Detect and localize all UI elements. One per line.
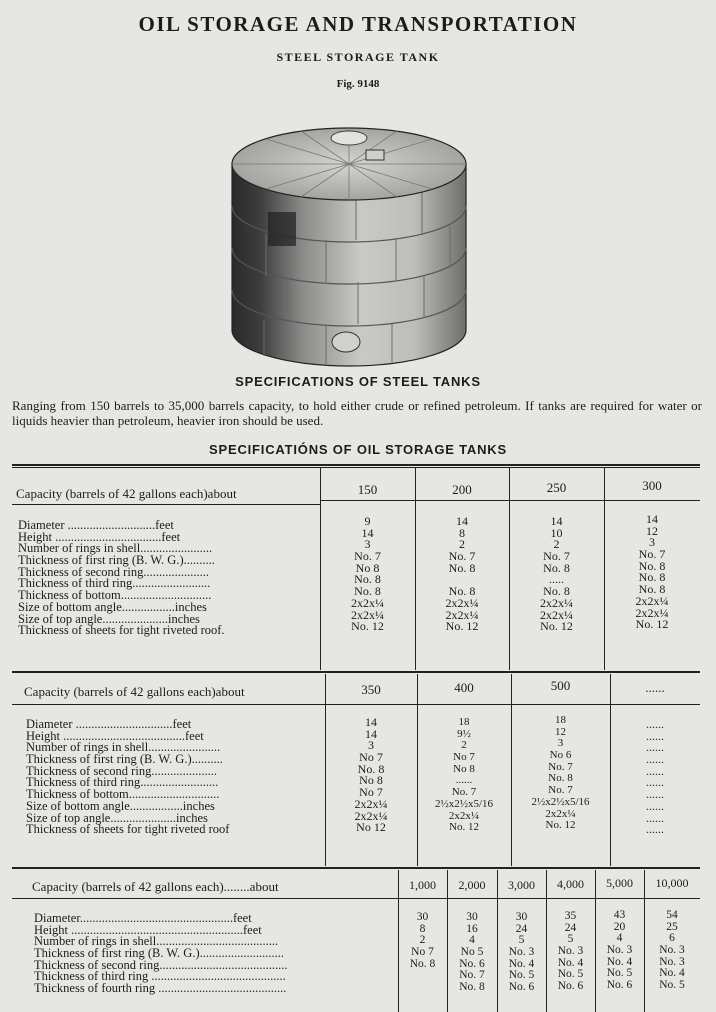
capacity-header: 2,000 <box>458 878 486 892</box>
table-cell: 3 <box>368 738 374 753</box>
table-cell: 9 <box>364 514 371 528</box>
capacity-header: 4,000 <box>557 877 584 891</box>
row-label: Height .......................................feet <box>26 728 204 743</box>
value-column <box>595 910 644 992</box>
value-column <box>417 717 511 834</box>
table-cell: No. 12 <box>449 821 479 834</box>
table-cell: No. 6 <box>459 957 485 970</box>
table-rule <box>12 898 700 899</box>
table-cell: 2x2x¼ <box>540 595 573 610</box>
row-label: Size of bottom angle.................inches <box>26 798 215 813</box>
specifications-heading: SPECIFICATIONS OF STEEL TANKS <box>235 374 481 389</box>
table-cell: 2x2x¼ <box>445 595 479 610</box>
row-label: Thickness of sheets for tight riveted roof. <box>18 623 225 637</box>
table-cell: No. 8 <box>409 957 436 970</box>
table-cell: No. 3 <box>508 946 535 959</box>
table-cell: 2½x2½x5/16 <box>434 797 494 810</box>
row-label: Thickness of bottom............................. <box>18 588 212 603</box>
table-cell: No. 4 <box>606 955 633 968</box>
table-cell: No. 8 <box>543 584 570 599</box>
table-cell: 2 <box>459 537 465 552</box>
capacity-header: 200 <box>452 482 472 497</box>
row-label: Diameter ............................feet <box>18 520 174 532</box>
table-cell: 2x2x¼ <box>448 809 480 822</box>
table-cell: No. 5 <box>659 979 685 992</box>
row-label: Height ..................................feet <box>18 529 181 544</box>
table-cell: ...... <box>646 787 664 802</box>
table-cell: 14 <box>646 512 658 526</box>
table-cell: No. 3 <box>606 944 633 957</box>
table-cell: 20 <box>613 920 626 933</box>
value-column <box>604 514 700 631</box>
table-cell: 5 <box>518 934 525 947</box>
table-cell: No. 4 <box>557 956 584 969</box>
table-cell: ...... <box>455 774 473 787</box>
table-cell: 30 <box>466 911 478 923</box>
table-cell: 2 <box>553 537 560 552</box>
table-cell: 5 <box>567 933 574 946</box>
table-cell: No. 7 <box>548 760 573 773</box>
table-cell: 4 <box>616 932 623 945</box>
table-cell: 24 <box>515 922 528 935</box>
table-cell: 9½ <box>457 727 471 740</box>
table-cell: 43 <box>613 909 626 921</box>
figure-caption: Fig. 9148 <box>336 78 380 90</box>
value-column <box>497 912 546 994</box>
table-cell <box>398 982 447 994</box>
intro-paragraph: Ranging from 150 barrels to 35,000 barrels capacity, to hold either crude or refined petroleum. If tanks are required for water or liquids heavier than petroleum, heavier iron should be used. <box>12 398 702 428</box>
table-cell: 12 <box>646 523 658 538</box>
table-cell <box>398 970 447 982</box>
table-cell: No. 8 <box>459 981 485 994</box>
row-label: Size of bottom angle.................inches <box>18 599 207 614</box>
row-label: Thickness of second ring......................................... <box>34 957 288 972</box>
capacity-header: 10,000 <box>655 876 689 890</box>
table-cell: 3 <box>557 737 564 750</box>
table-cell: 2x2x¼ <box>354 796 388 811</box>
table-cell: No. 4 <box>508 957 535 970</box>
table-cell: No 7 <box>359 785 383 800</box>
table-cell: ...... <box>646 810 664 825</box>
table-cell: No. 12 <box>351 619 384 634</box>
table-cell: 2x2x¼ <box>545 807 576 820</box>
table-cell: No. 4 <box>659 967 685 980</box>
capacity-header: 5,000 <box>606 876 633 890</box>
table-cell: ...... <box>646 763 664 778</box>
table-cell: No. 6 <box>606 979 633 992</box>
table-cell: 25 <box>666 920 678 933</box>
capacity-header: 1,000 <box>409 878 436 892</box>
table-cell: 2x2x¼ <box>351 607 384 622</box>
row-label: Thickness of fourth ring ......................................... <box>34 981 287 995</box>
table-cell: 10 <box>550 525 563 540</box>
table-cell: ...... <box>646 752 664 767</box>
table-cell: No 7 <box>359 750 383 765</box>
row-label: Number of rings in shell....................................... <box>34 934 279 949</box>
row-label: Height .......................................................feet <box>34 922 262 937</box>
table-cell: No. 8 <box>638 558 666 573</box>
table-cell: No. 7 <box>448 549 476 564</box>
table-cell: No. 8 <box>448 584 476 599</box>
table-cell: ...... <box>646 822 664 837</box>
table-cell: No. 7 <box>451 786 477 799</box>
table-cell: No. 6 <box>557 980 584 993</box>
row-label: Thickness of sheets for tight riveted roof <box>26 822 230 836</box>
table-cell: 16 <box>466 922 478 935</box>
table-cell: 2½x2½x5/16 <box>531 795 590 808</box>
value-column <box>415 516 509 633</box>
row-label: Thickness of first ring (B. W. G.).......... <box>18 553 215 568</box>
row-label: Thickness of third ring ........................................... <box>34 969 286 984</box>
table-cell: 54 <box>666 909 678 921</box>
table-cell: No 8 <box>453 762 475 775</box>
table-rule <box>12 671 700 673</box>
table-rule <box>12 704 700 705</box>
capacity-header: 3,000 <box>508 878 535 892</box>
table-cell: No. 12 <box>635 617 669 632</box>
table-cell: No 5 <box>460 946 484 959</box>
steel-tank-illustration <box>226 98 472 368</box>
table-cell: 18 <box>555 714 566 726</box>
table-cell: 30 <box>515 911 528 923</box>
table-cell: 2x2x¼ <box>635 593 669 608</box>
capacity-header: 500 <box>550 678 571 693</box>
table-cell: No. 7 <box>354 549 381 564</box>
table-cell: No. 8 <box>543 560 570 575</box>
row-label: Thickness of first ring (B. W. G.)........................... <box>34 946 284 961</box>
table-cell: No 8 <box>355 560 380 575</box>
row-labels <box>26 719 324 836</box>
value-column <box>644 910 700 992</box>
table-cell: 2x2x¼ <box>635 605 669 620</box>
row-label: Thickness of third ring......................... <box>18 576 211 591</box>
table-cell: 2x2x¼ <box>351 595 384 610</box>
table-rule <box>12 467 700 468</box>
table-cell: No. 7 <box>548 784 573 797</box>
table-cell: No 6 <box>549 749 572 762</box>
table-cell: 2x2x¼ <box>445 607 479 622</box>
row-label: Thickness of third ring......................... <box>26 775 219 790</box>
table-cell: 2x2x¼ <box>540 607 573 622</box>
table-rule <box>12 464 700 466</box>
row-label: Diameter ...............................feet <box>26 719 192 731</box>
table-cell: ...... <box>646 798 664 813</box>
table-cell: No. 8 <box>638 582 666 597</box>
row-label: Thickness of second ring..................... <box>26 763 217 778</box>
table-cell: 24 <box>564 921 577 934</box>
capacity-header: 350 <box>361 682 381 697</box>
table-cell: 4 <box>469 934 475 947</box>
capacity-header: 150 <box>357 482 378 497</box>
table-cell: No. 8 <box>448 560 476 575</box>
table-heading: SPECIFICATIÓNS OF OIL STORAGE TANKS <box>209 442 507 457</box>
table-cell: No. 3 <box>557 945 584 958</box>
table-cell: ...... <box>646 740 664 755</box>
table-cell: No. 6 <box>508 981 535 994</box>
table-cell: ...... <box>646 717 664 731</box>
value-column <box>511 715 610 832</box>
row-label: Thickness of first ring (B. W. G.).......... <box>26 752 223 767</box>
table-cell: No. 8 <box>548 772 573 785</box>
table-cell: No. 12 <box>540 619 573 634</box>
table-cell: 18 <box>458 716 470 728</box>
value-column <box>447 912 497 994</box>
page-title: OIL STORAGE AND TRANSPORTATION <box>138 12 578 36</box>
table-cell: 2 <box>419 934 426 947</box>
table-cell: No. 7 <box>638 547 666 562</box>
value-column <box>610 719 700 836</box>
row-label: Size of top angle.....................inches <box>18 611 200 626</box>
table-cell: No. 7 <box>543 549 570 564</box>
table-cell: 14 <box>361 525 374 540</box>
page-subtitle: STEEL STORAGE TANK <box>276 50 440 64</box>
capacity-header: 400 <box>454 680 474 695</box>
table-cell: 8 <box>419 922 426 935</box>
capacity-label: Capacity (barrels of 42 gallons each)about <box>24 684 245 699</box>
row-label: Size of top angle.....................inches <box>26 810 208 825</box>
table-cell: No. 3 <box>659 944 685 957</box>
table-cell: No 12 <box>356 820 386 835</box>
table-cell: 14 <box>550 514 563 528</box>
capacity-header: 250 <box>546 480 567 495</box>
table-rule <box>12 504 320 505</box>
table-cell: No. 3 <box>659 955 685 968</box>
table-cell: ...... <box>646 775 664 790</box>
table-cell: 14 <box>365 726 377 741</box>
table-cell: ..... <box>549 572 564 587</box>
value-column <box>320 516 415 633</box>
value-column <box>398 912 447 994</box>
row-label: Thickness of bottom............................. <box>26 787 220 802</box>
row-label: Thickness of second ring..................... <box>18 564 209 579</box>
table-cell: No 7 <box>453 751 475 764</box>
table-cell: 3 <box>364 537 371 552</box>
table-cell: No. 8 <box>357 761 385 776</box>
table-cell: ...... <box>646 728 664 743</box>
row-labels <box>34 913 396 995</box>
table-cell: No. 8 <box>354 584 381 599</box>
table-cell: No 7 <box>411 946 434 959</box>
table-cell: 3 <box>649 535 655 550</box>
table-cell: 14 <box>456 514 468 528</box>
table-cell: 14 <box>365 715 377 729</box>
table-cell: 2 <box>461 739 467 752</box>
row-label: Diameter.................................................feet <box>34 913 252 925</box>
value-column <box>509 516 604 633</box>
row-label: Number of rings in shell....................... <box>26 740 221 755</box>
value-column <box>325 717 417 834</box>
table-cell: No. 5 <box>606 967 633 980</box>
table-cell: No 8 <box>359 773 383 788</box>
table-cell: No. 5 <box>508 969 535 982</box>
table-cell: No. 8 <box>638 570 666 585</box>
table-cell: No. 7 <box>459 969 485 982</box>
capacity-header: 300 <box>642 478 662 493</box>
capacity-label: Capacity (barrels of 42 gallons each)about <box>16 486 237 501</box>
table-cell: No. 12 <box>545 819 576 832</box>
table-cell: No. 5 <box>557 968 584 981</box>
row-label: Number of rings in shell....................... <box>18 541 213 556</box>
table-cell: No. 8 <box>354 572 381 587</box>
capacity-label: Capacity (barrels of 42 gallons each)........about <box>32 879 279 894</box>
row-labels <box>18 520 320 637</box>
value-column <box>546 911 595 993</box>
table-rule <box>320 500 700 501</box>
table-cell: 2x2x¼ <box>354 808 388 823</box>
table-cell: 30 <box>416 911 429 923</box>
table-cell: 12 <box>555 725 566 738</box>
capacity-header: ...... <box>645 680 665 695</box>
table-rule <box>12 867 700 869</box>
table-cell: 6 <box>669 932 675 945</box>
table-cell: No. 12 <box>445 619 479 634</box>
table-cell: 35 <box>564 910 577 922</box>
table-cell: 8 <box>459 525 465 540</box>
